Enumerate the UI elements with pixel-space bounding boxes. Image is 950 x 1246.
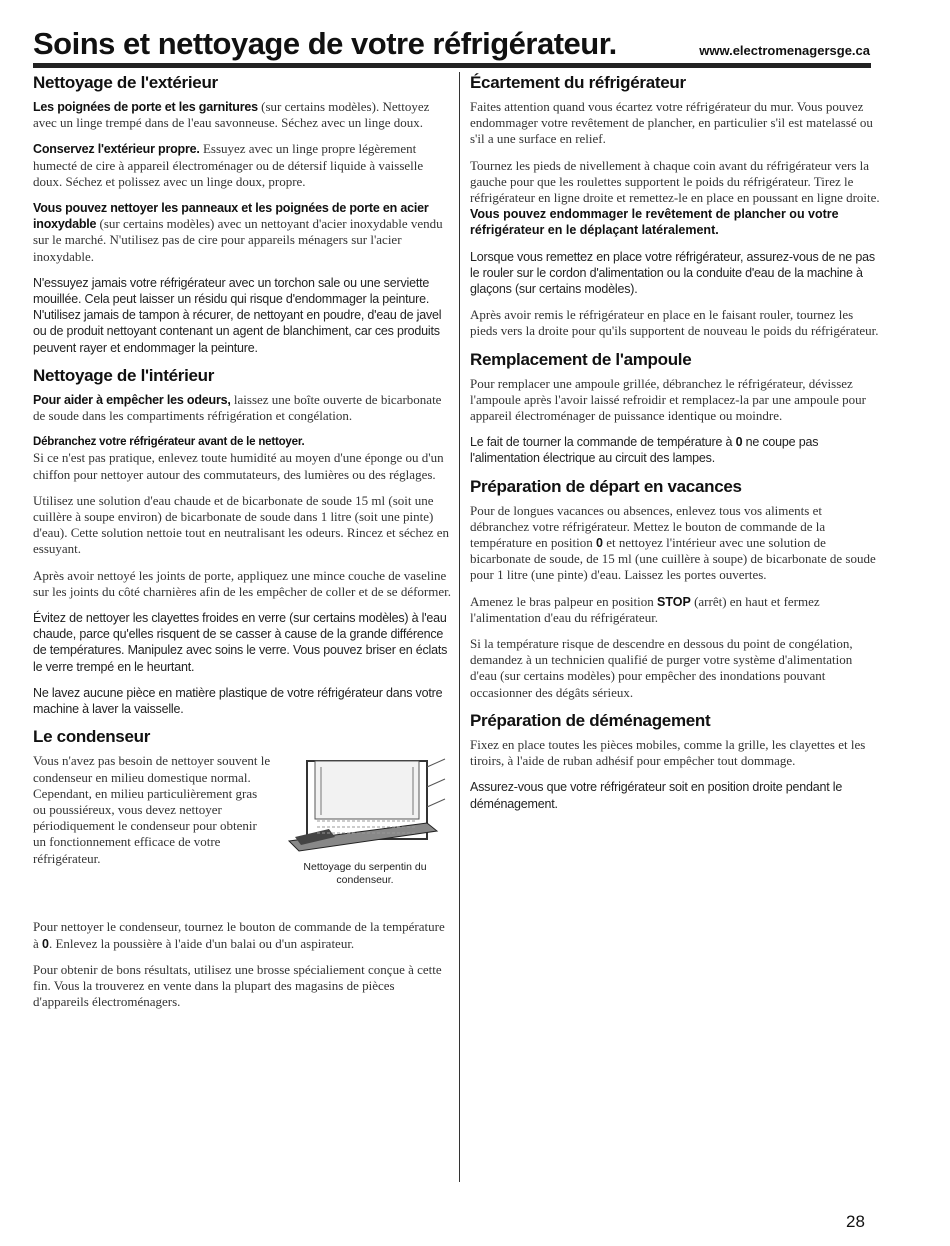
body-text: Le fait de tourner la commande de température à <box>470 435 736 450</box>
paragraph: Lorsque vous remettez en place votre réfrigérateur, assurez-vous de ne pas le rouler sur le cordon d'alimentation ou la conduite d'eau de la machine à glaçons (sur certains modèles). <box>470 249 875 297</box>
body-text: Amenez le bras palpeur en position <box>470 593 657 609</box>
lead-text: Vous pouvez nettoyer les panneaux et les poignées de porte en acier inoxydable <box>33 201 429 232</box>
paragraph <box>470 503 882 584</box>
lead-text: Pour aider à empêcher les odeurs, <box>33 392 231 407</box>
paragraph: Si la température risque de descendre en dessous du point de congélation, demandez à un technicien qualifié de purger votre système d'alimentation d'eau (sur certains modèles) pour empêcher des inondations pouvant occasionner des dégâts sérieux. <box>470 636 853 700</box>
section-bulb <box>470 350 882 467</box>
paragraph <box>33 99 453 131</box>
paragraph: Pour remplacer une ampoule grillée, débranchez le réfrigérateur, dévissez l'ampoule après l'avoir laissé refroidir et remplacez-la par une ampoule pour appareil électroménager de puissance identique ou moindre. <box>470 375 866 424</box>
section-condenser <box>33 727 453 1010</box>
warning-text: Vous pouvez endommager le revêtement de plancher ou votre réfrigérateur en le déplaçant latéralement. <box>470 207 839 238</box>
body-text: ne coupe pas l'alimentation électrique au circuit des lampes. <box>470 435 819 466</box>
body-text: (sur certains modèles) avec un nettoyant d'acier inoxydable vendu sur le marché. N'utilisez pas de cire pour appareils ménagers sur l'acier inoxydable. <box>33 216 443 264</box>
body-text: . Enlevez la poussière à l'aide d'un balai ou d'un aspirateur. <box>48 935 355 951</box>
heading-relocation: Préparation de déménagement <box>470 710 711 730</box>
condenser-figure <box>277 757 453 887</box>
body-text: (sur certains modèles). Nettoyez avec un linge trempé dans de l'eau savonneuse. Séchez avec un linge doux. <box>33 99 430 131</box>
paragraph <box>470 594 882 626</box>
heading-interior: Nettoyage de l'intérieur <box>33 365 215 385</box>
section-moving <box>470 73 882 340</box>
page-number: 28 <box>846 1212 865 1231</box>
heading-exterior: Nettoyage de l'extérieur <box>33 73 218 92</box>
section-interior <box>33 366 453 717</box>
lead-text: Les poignées de porte et les garnitures <box>33 100 258 114</box>
header-rule <box>33 63 871 68</box>
heading-condenser: Le condenseur <box>33 727 151 747</box>
body-text: laissez une boîte ouverte de bicarbonate de soude dans les compartiments réfrigération et congélation. <box>33 391 442 424</box>
paragraph <box>33 200 453 265</box>
figure-caption: Nettoyage du serpentin du condenseur. <box>303 861 427 887</box>
section-exterior <box>33 73 453 356</box>
paragraph: Ne lavez aucune pièce en matière plastique de votre réfrigérateur dans votre machine à laver la vaisselle. <box>33 685 443 717</box>
bold-value: 0 <box>735 435 743 450</box>
body-text: Pour de longues vacances ou absences, enlevez tous vos aliments et débranchez votre réfrigérateur. Mettez le bouton de commande de la température en position <box>470 502 826 551</box>
site-url: www.electromenagersge.ca <box>699 43 870 58</box>
paragraph <box>470 434 882 466</box>
paragraph: Pour obtenir de bons résultats, utilisez une brosse spécialiement conçue à cette fin. Vous la trouverez en vente dans la plupart des magasins de pièces d'appareils électroménagers. <box>33 961 442 1010</box>
paragraph: Après avoir nettoyé les joints de porte, appliquez une mince couche de vaseline sur les joints du côté charnières afin de les empêcher de coller et de se déformer. <box>33 567 451 599</box>
lead-text: Débranchez votre réfrigérateur avant de le nettoyer. <box>33 436 305 449</box>
heading-moving: Écartement du réfrigérateur <box>470 73 686 92</box>
paragraph: Après avoir remis le réfrigérateur en place en le faisant rouler, tournez les pieds vers la droite pour qu'ils supportent de nouveau le poids du réfrigérateur. <box>470 307 879 339</box>
condenser-illustration <box>277 757 453 857</box>
bold-value: 0 <box>42 936 49 951</box>
body-text: Essuyez avec un linge propre légèrement humecté de cire à appareil électroménager ou de détersif liquide à vaisselle doux. Séchez et polissez avec un linge doux, propre. <box>33 141 424 189</box>
paragraph <box>33 392 453 424</box>
body-text: et nettoyez l'intérieur avec une solution de bicarbonate de soude, de 15 ml (une cuillère à soupe) de bicarbonate de soude pour 1 litre (une pinte) d'eau. Laissez les portes ouvertes. <box>470 535 876 583</box>
heading-vacation: Préparation de départ en vacances <box>470 476 742 496</box>
body-text: Pour nettoyer le condenseur, tournez le bouton de commande de la température à <box>33 919 445 951</box>
section-vacation <box>470 477 882 701</box>
paragraph <box>33 141 453 190</box>
right-column <box>470 73 882 822</box>
bold-value: STOP <box>657 594 691 609</box>
body-text: (arrêt) en haut et fermez l'alimentation d'eau du réfrigérateur. <box>470 593 820 625</box>
column-divider <box>459 72 460 1182</box>
heading-bulb: Remplacement de l'ampoule <box>470 349 692 369</box>
paragraph: Assurez-vous que votre réfrigérateur soit en position droite pendant le déménagement. <box>470 780 843 811</box>
paragraph: N'essuyez jamais votre réfrigérateur avec un torchon sale ou une serviette mouillée. Cela peut laisser un résidu qui risque d'endommager la peinture. N'utilisez jamais de tampon à récurer, de nettoyant en poudre, d'eau de javel ou de produit nettoyant contenant un agent de blanchiment, car ces produits peuvent rayer et endommager la peinture. <box>33 275 442 355</box>
lead-text: Conservez l'extérieur propre. <box>33 142 200 157</box>
paragraph: Vous n'avez pas besoin de nettoyer souvent le condenseur en milieu domestique normal. Cependant, en milieu particulièrement gras ou poussiéreux, vous devez nettoyer périodiquement le condenseur pour obtenir un fonctionnement efficace de votre réfrigérateur. <box>33 753 271 866</box>
paragraph <box>33 434 453 483</box>
left-column <box>33 73 453 1020</box>
bold-value: 0 <box>596 536 603 551</box>
paragraph: Faites attention quand vous écartez votre réfrigérateur du mur. Vous pouvez endommager votre revêtement de plancher, en particulier s'il est matelassé ou s'il a une surface en relief. <box>470 99 873 147</box>
paragraph <box>470 158 882 239</box>
paragraph: Évitez de nettoyer les clayettes froides en verre (sur certains modèles) à l'eau chaude, parce qu'elles risquent de se casser à cause de la grande différence de températures. Manipulez avec soins le verre. Vous pouvez briser en éclats le verre trempé en le heurtant. <box>33 611 448 674</box>
condenser-block <box>33 753 453 911</box>
page-title: Soins et nettoyage de votre réfrigérateur. <box>33 26 617 61</box>
paragraph: Utilisez une solution d'eau chaude et de bicarbonate de soude 15 ml (soit une cuillère à soupe environ) de bicarbonate de soude dans 1 litre (soit une pinte) d'eau). Cette solution nettoie tout en neutralisant les odeurs. Rincez et séchez en essuyant. <box>33 492 450 557</box>
paragraph: Fixez en place toutes les pièces mobiles, comme la grille, les clayettes et les tiroirs, à l'aide de ruban adhésif pour empêcher tout dommage. <box>470 736 866 769</box>
body-text: Tournez les pieds de nivellement à chaque coin avant du réfrigérateur vers la gauche pour que les roulettes supportent le poids du réfrigérateur. Tirez le réfrigérateur en ligne droite et remettez-le en place en poussant en ligne droite. <box>470 157 880 206</box>
body-text: Si ce n'est pas pratique, enlevez toute humidité au moyen d'une éponge ou d'un chiffon pour nettoyer autour des commutateurs, des lumières ou des réglages. <box>33 450 444 482</box>
section-relocation <box>470 711 882 812</box>
paragraph <box>33 919 453 951</box>
